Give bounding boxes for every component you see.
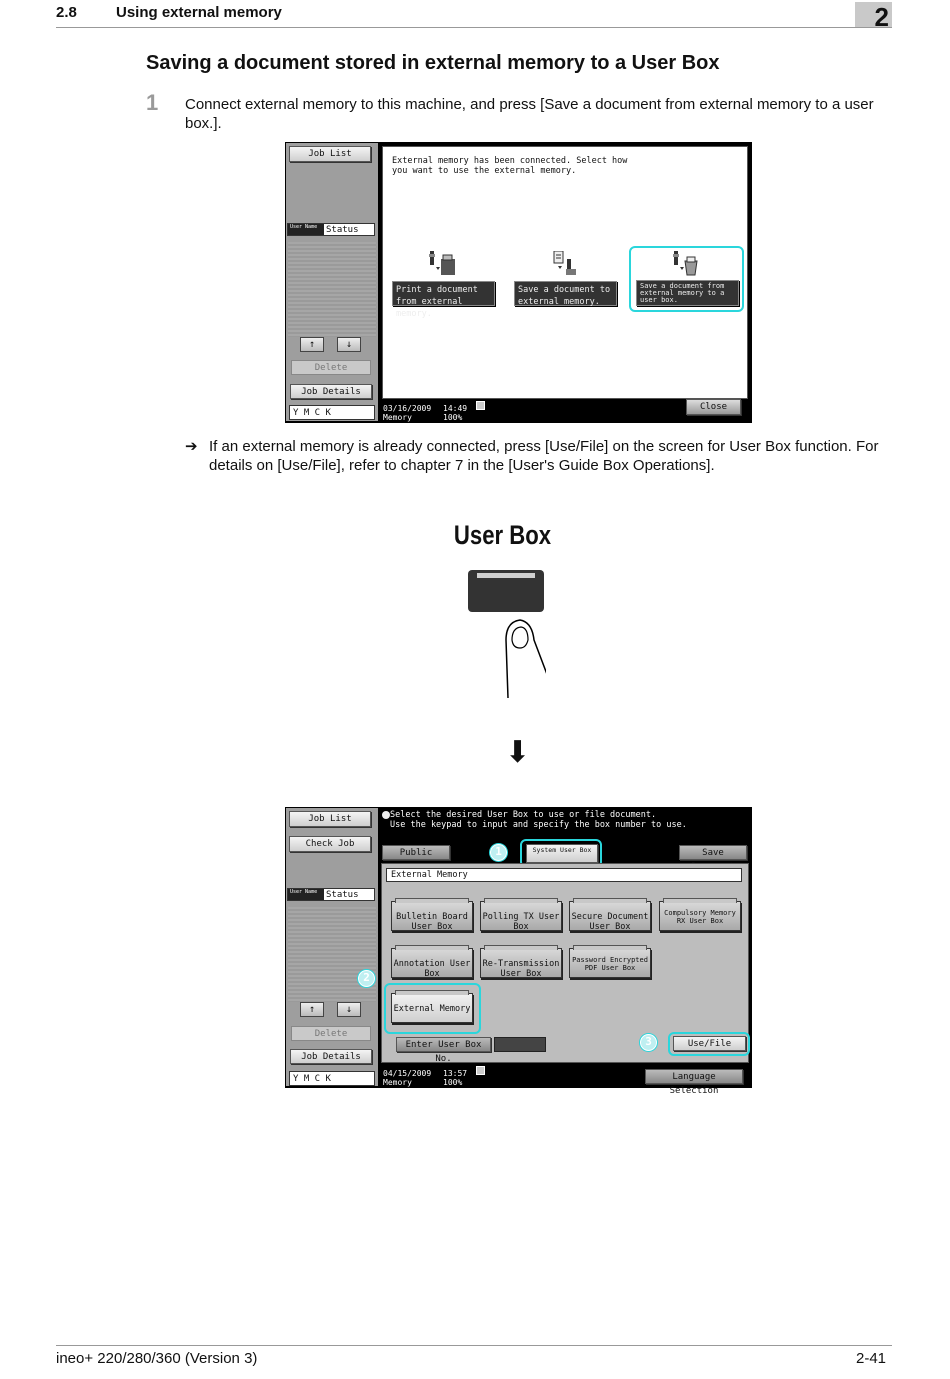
print-from-external-memory-button[interactable]: Print a document from external memory. [392,281,495,306]
status-time: 14:49 [443,404,468,413]
status-header: Status [326,890,359,900]
check-job-button[interactable]: Check Job [289,836,371,852]
user-box-key-label: User Box [453,520,552,550]
control-panel-screen-2 [285,807,752,1096]
box-number-field[interactable] [494,1037,546,1052]
box-label: Secure Document User Box [571,912,649,932]
re-transmission-user-box-button[interactable] [480,948,562,978]
use-file-button[interactable]: Use/File [673,1036,746,1051]
job-details-button[interactable]: Job Details [290,1049,372,1064]
message-line-1: External memory has been connected. Select how [392,156,628,166]
job-list-button[interactable]: Job List [289,811,371,827]
language-selection-button[interactable]: Language Selection [645,1069,743,1084]
job-column-header [287,888,375,901]
job-list-area [288,907,376,1002]
scroll-up-button[interactable]: ↑ [300,337,324,352]
footer-page-number: 2-41 [856,1350,887,1367]
external-memory-label: External Memory [393,1004,471,1014]
delete-button[interactable]: Delete [291,1026,371,1041]
callout-3: 3 [640,1034,657,1051]
down-arrow-icon: ⬇ [505,736,531,769]
box-label: Re-Transmission User Box [482,959,560,979]
external-memory-button[interactable] [391,993,473,1023]
section-title: Using external memory [116,4,282,21]
job-details-button[interactable]: Job Details [290,384,372,399]
page-heading: Saving a document stored in external memory to a User Box [146,52,720,74]
scroll-down-button[interactable]: ↓ [337,337,361,352]
memory-gauge-icon [476,401,485,410]
control-panel-screen-1 [285,142,752,423]
box-label: Polling TX User Box [482,912,560,932]
toner-indicator: Y M C K [289,405,375,420]
memory-value: 100% [443,413,463,422]
delete-button[interactable]: Delete [291,360,371,375]
tab-public[interactable]: Public [382,845,450,860]
memory-label: Memory [383,413,412,422]
box-label: Compulsory Memory RX User Box [664,909,736,925]
header-rule [56,27,892,28]
job-list-area [288,242,376,337]
enter-user-box-no-button[interactable]: Enter User Box No. [396,1037,491,1052]
step-text: Connect external memory to this machine, and press [Save a document from external memory to a user box.]. [185,96,874,132]
tab-system-user-box[interactable]: System User Box [526,844,598,863]
toner-indicator: Y M C K [289,1071,375,1086]
save-to-external-memory-button[interactable]: Save a document to external memory. [514,281,617,306]
main-area [382,146,748,399]
bulletin-board-user-box-button[interactable] [391,901,473,931]
memory-value: 100% [443,1078,463,1087]
memory-label: Memory [383,1078,412,1087]
polling-tx-user-box-button[interactable] [480,901,562,931]
note-text: If an external memory is already connected, press [Use/File] on the screen for User Box function. For details on [Use/File], refer to chapter 7 in the [User's Guide Box Operations]. [209,438,879,474]
status-date: 04/15/2009 [383,1069,432,1078]
save-document-button[interactable]: Save [679,845,747,860]
user-box-key-illustration [468,570,546,700]
box-label: Bulletin Board User Box [396,912,468,932]
status-date: 03/16/2009 [383,404,432,413]
step-number: 1 [146,90,159,115]
compulsory-memory-rx-user-box-button[interactable] [659,901,741,931]
footer-rule [56,1345,892,1346]
callout-2: 2 [358,970,375,987]
status-time: 13:57 [443,1069,468,1078]
job-list-button[interactable]: Job List [289,146,371,162]
annotation-user-box-button[interactable] [391,948,473,978]
save-from-external-memory-to-user-box-button[interactable]: Save a document from external memory to a user box. [636,280,739,306]
document-to-usb-icon [550,251,580,277]
password-encrypted-pdf-user-box-button[interactable] [569,948,651,978]
close-button[interactable]: Close [686,399,741,415]
status-header: Status [326,225,359,235]
usb-printer-icon [427,251,457,277]
message-line-1: Select the desired User Box to use or file document. [390,810,657,820]
box-label: Password Encrypted PDF User Box [572,956,648,972]
job-column-header [287,223,375,236]
user-name-header: User Name [288,224,324,235]
info-bulb-icon [382,811,390,819]
footer-product: ineo+ 220/280/360 (Version 3) [56,1350,258,1367]
external-memory-bar: External Memory [386,868,742,882]
scroll-down-button[interactable]: ↓ [337,1002,361,1017]
user-name-header: User Name [288,889,324,900]
scroll-up-button[interactable]: ↑ [300,1002,324,1017]
chapter-tab: 2 [855,2,892,27]
secure-document-user-box-button[interactable] [569,901,651,931]
memory-gauge-icon [476,1066,485,1075]
callout-1: 1 [490,844,507,861]
box-label: Annotation User Box [393,959,471,979]
note-arrow-icon: ➔ [185,438,198,455]
section-number: 2.8 [56,4,77,21]
message-line-2: Use the keypad to input and specify the box number to use. [390,820,687,830]
message-line-2: you want to use the external memory. [392,166,577,176]
